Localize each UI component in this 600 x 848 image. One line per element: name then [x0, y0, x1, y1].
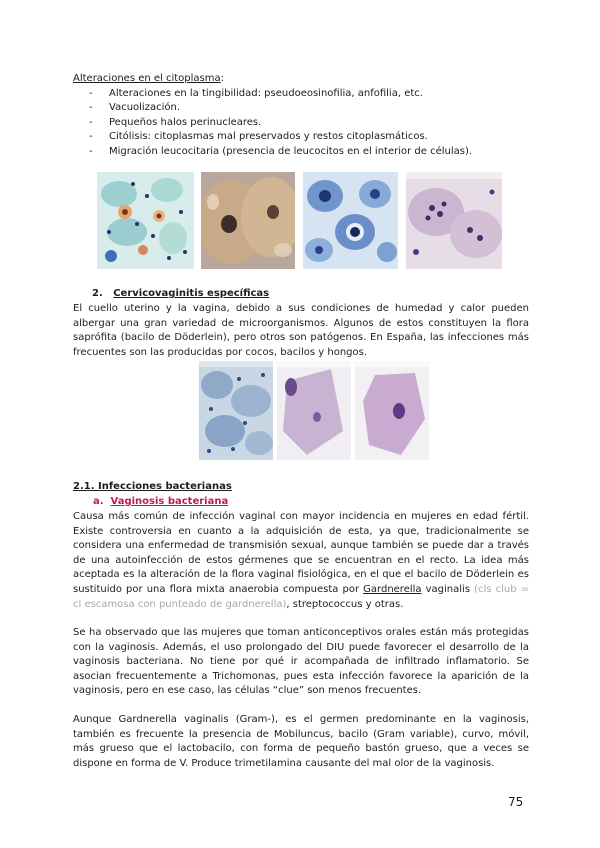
subsection-a-heading: a. Vaginosis bacteriana [93, 496, 229, 507]
list-item: - Pequeños halos perinucleares. [73, 116, 529, 131]
micrograph-leukocyte-migration [406, 172, 502, 269]
micrograph-cocci-flora [199, 361, 273, 460]
vaginosis-paragraph-1: Causa más común de infección vaginal con mayor incidencia en mujeres en edad fértil. Existe controversia en cuanto a la adquisición de esta, ya que, tradicionalmente se considera una enfermedad de transmisión sexual, aunque también se puede dar a través de una autoinfección de estos gérmenes que se encuentran en el recto. La idea más aceptada es la alteración de la flora vaginal fisiológica, en el que el bacilo de Döderlein es sustituido por una flora mixta anaerobia compuesta por Gardnerella vaginalis (cls club = cl escamosa con punteado de gardnerella), streptococcus y otras. [73, 511, 529, 610]
list-item: - Vacuolización. [73, 101, 529, 116]
page-number: 75 [508, 795, 524, 809]
vaginosis-paragraph-2: Se ha observado que las mujeres que toman anticonceptivos orales están más protegidas con la vaginosis. Además, el uso prolongado del DIU puede favorecer el desarrollo de la vaginosis bacteriana. No tiene por qué ir acompañada de infiltrado inflamatorio. Se asocian frecuentemente a Trichomonas, pues esta infección favorece la aparición de la vaginosis, pero en ese caso, las células “clue” son menos frecuentes. [73, 627, 529, 697]
cytoplasm-list [73, 87, 529, 160]
micrograph-clue-cell-1 [277, 361, 351, 460]
section-2-heading: 2. Cervicovaginitis específicas [92, 288, 270, 299]
list-item: - Alteraciones en la tingibilidad: pseudoeosinofilia, anfofilia, etc. [73, 87, 529, 102]
micrograph-perinuclear-halos [303, 172, 398, 269]
micrograph-clue-cell-2 [355, 361, 429, 460]
section-2-1-heading: 2.1. Infecciones bacterianas [73, 481, 232, 492]
cytoplasm-section [73, 72, 529, 160]
micrograph-cytolysis [97, 172, 194, 269]
micrograph-vacuolization [201, 172, 295, 269]
vaginosis-paragraph-3: Aunque Gardnerella vaginalis (Gram-), es el germen predominante en la vaginosis, también es frecuente la presencia de Mobiluncus, bacilo (Gram variable), curvo, móvil, más grueso que el lactobacilo, con forma de pequeño bastón grueso, que a veces se dispone en forma de V. Produce trimetilamina causante del mal olor de la vaginosis. [73, 714, 529, 769]
section-2-paragraph: El cuello uterino y la vagina, debido a sus condiciones de humedad y calor pueden albergar una gran variedad de microorganismos. Algunos de estos constituyen la flora saprófita (bacilo de Döderlein), pero otros son patógenos. En España, las infecciones más frecuentes son las producidas por cocos, bacilos y hongos. [73, 303, 529, 358]
cytoplasm-heading: Alteraciones en el citoplasma: [73, 73, 225, 84]
list-item: - Migración leucocitaria (presencia de leucocitos en el interior de células). [73, 145, 529, 160]
list-item: - Citólisis: citoplasmas mal preservados y restos citoplasmáticos. [73, 130, 529, 145]
